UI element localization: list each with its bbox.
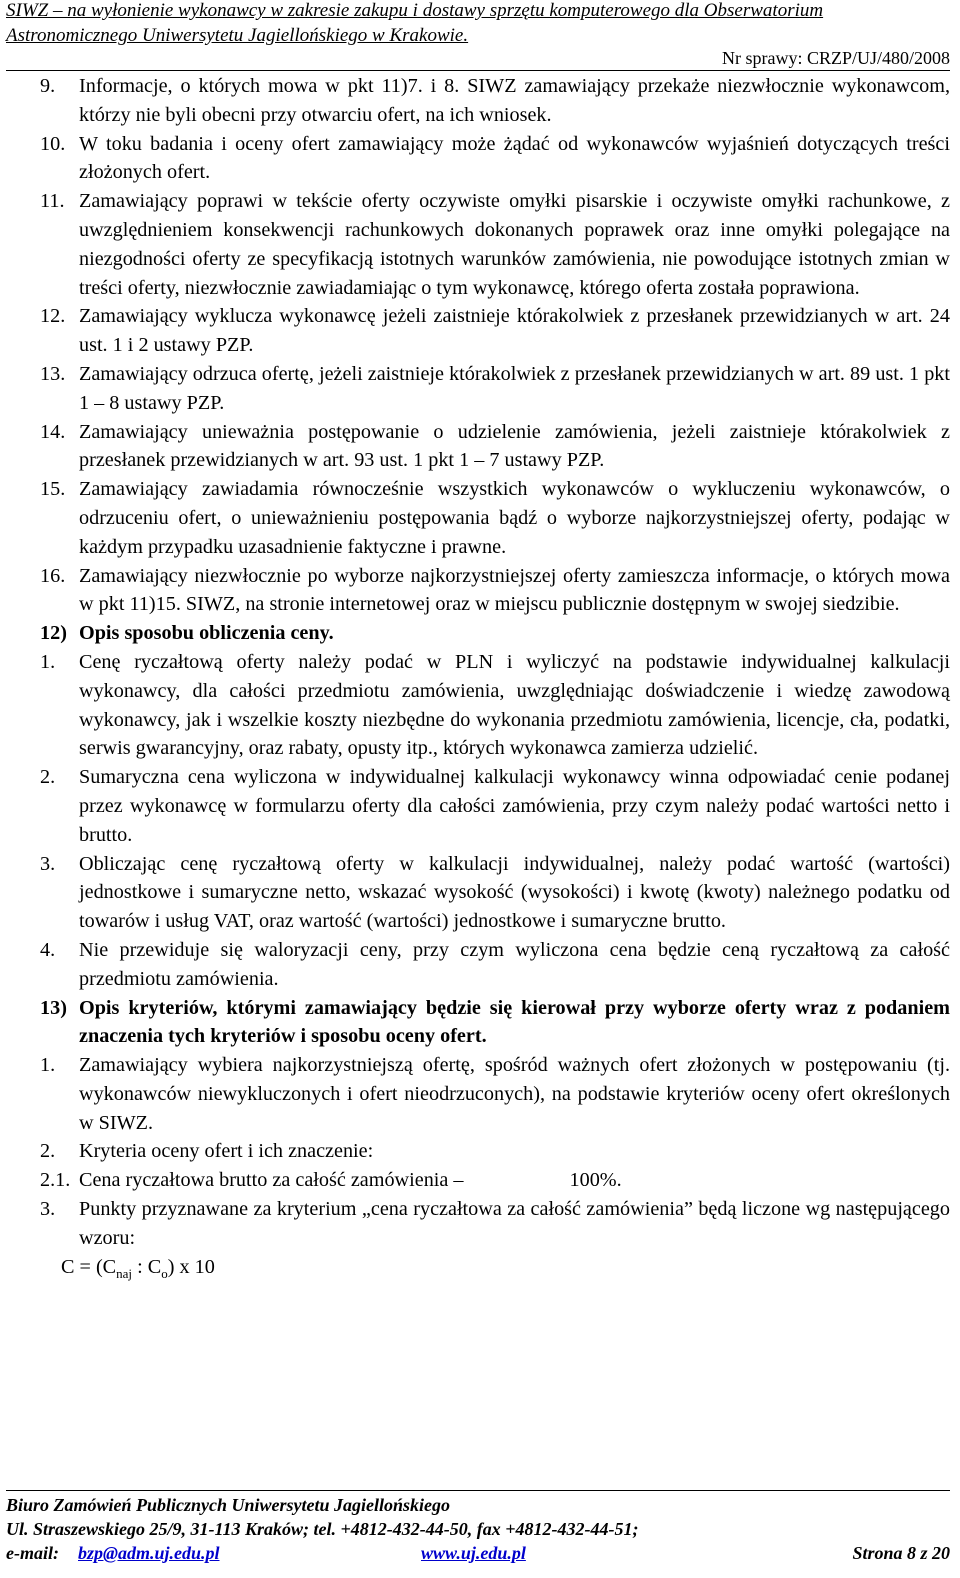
list-item xyxy=(40,360,950,418)
list-price xyxy=(40,648,950,994)
list-item xyxy=(40,1195,950,1253)
list-item xyxy=(40,475,950,561)
list-number: 12. xyxy=(40,305,66,328)
list-number: 15. xyxy=(40,478,66,501)
list-text: Informacje, o których mowa w pkt 11)7. i 8. SIWZ zamawiający przekaże niezwłocznie wykonawcom, którzy nie byli obecni przy otwarciu ofert, na ich wniosek. xyxy=(79,75,950,126)
list-text: Cenę ryczałtową oferty należy podać w PLN i wyliczyć na podstawie indywidualnej kalkulacji wykonawcy, dla całości przedmiotu zamówienia, uwzględniając doświadczenie i wiedzę zawodową wykonawcy, jak i wszelkie koszty niezbędne do wykonania przedmiotu zamówienia, licencje, cła, podatki, serwis gwarancyjny, oraz rabaty, opusty itp., których wykonawca zamierza udzielić. xyxy=(79,650,950,760)
scoring-formula: $C = (C_{naj}$ : $C_o$) x 10 xyxy=(61,1255,215,1281)
list-text: Sumaryczna cena wyliczona w indywidualnej kalkulacji wykonawcy winna odpowiadać cenie podanej przez wykonawcę w formularzu oferty dla całości zamówienia, przy czym należy podać wartości netto i brutto. xyxy=(79,766,950,846)
email-link[interactable]: bzp@adm.uj.edu.pl xyxy=(78,1543,220,1563)
list-number: 1. xyxy=(40,1054,56,1077)
list-number: 11. xyxy=(40,190,65,213)
list-number: 14. xyxy=(40,420,66,443)
list-text: Kryteria oceny ofert i ich znaczenie: xyxy=(79,1140,374,1163)
list-item xyxy=(40,72,950,130)
list-number: 1. xyxy=(40,650,56,673)
list-item xyxy=(40,562,950,620)
list-number: 10. xyxy=(40,132,66,155)
email-label: e-mail: xyxy=(6,1543,59,1563)
list-text: Punkty przyznawane za kryterium „cena ryczałtowa za całość zamówienia” będą liczone wg następującego wzoru: xyxy=(79,1198,950,1249)
list-text: W toku badania i oceny ofert zamawiający może żądać od wykonawców wyjaśnień dotyczących treści złożonych ofert. xyxy=(79,132,950,184)
list-number: 16. xyxy=(40,564,66,587)
list-text: Zamawiający zawiadamia równocześnie wszystkich wykonawców o wykluczeniu wykonawców, o odrzuceniu ofert, o unieważnieniu postępowania bądź o wyborze najkorzystniejszej oferty, podając w każdym przypadku uzasadnienie faktyczne i prawne. xyxy=(79,478,950,558)
list-text: Zamawiający poprawi w tekście oferty oczywiste omyłki pisarskie i oczywiste omyłki rachunkowe, z uwzględnieniem konsekwencji rachunkowych dokonanych poprawek oraz inne omyłki polegające na niezgodności oferty ze specyfikacją istotnych warunków zamówienia, nie powodujące istotnych zmian w treści oferty, niezwłocznie zawiadamiając o tym wykonawcę, którego oferta została poprawiona. xyxy=(79,190,950,299)
footer-divider xyxy=(6,1490,950,1491)
list-number: 2. xyxy=(40,1140,56,1163)
footer-address: Ul. Straszewskiego 25/9, 31-113 Kraków; tel. +4812-432-44-50, fax +4812-432-44-51; xyxy=(6,1519,639,1539)
page-number: Strona 8 z 20 xyxy=(852,1543,950,1563)
list-item xyxy=(40,130,950,188)
case-number: Nr sprawy: CRZP/UJ/480/2008 xyxy=(721,48,950,68)
section-title: Opis kryteriów, którymi zamawiający będzie się kierował przy wyborze oferty wraz z podaniem znaczenia tych kryteriów i sposobu oceny ofert. xyxy=(79,996,950,1048)
list-number: 9. xyxy=(40,75,56,97)
criterion-weight: 100%. xyxy=(569,1169,622,1192)
list-item xyxy=(40,1051,950,1137)
section-number: 12) xyxy=(40,622,67,645)
list-text: Zamawiający niezwłocznie po wyborze najkorzystniejszej oferty zamieszcza informacje, o których mowa w pkt 11)15. SIWZ, na stronie internetowej oraz w miejscu publicznie dostępnym w swojej siedzibie. xyxy=(79,564,950,616)
criterion-text: Cena ryczałtowa brutto za całość zamówienia – xyxy=(79,1169,464,1192)
section-heading-12 xyxy=(40,619,950,648)
list-number: 13. xyxy=(40,362,66,385)
document-body xyxy=(40,72,950,1289)
list-item xyxy=(40,187,950,302)
list-text: Zamawiający unieważnia postępowanie o udzielenie zamówienia, jeżeli zaistnieje którakolwiek z przesłanek przewidzianych w art. 93 ust. 1 pkt 1 – 7 ustawy PZP. xyxy=(79,420,950,472)
header-divider xyxy=(6,70,950,71)
list-item xyxy=(40,763,950,849)
footer-office: Biuro Zamówień Publicznych Uniwersytetu Jagiellońskiego xyxy=(6,1495,451,1515)
list-item xyxy=(40,302,950,360)
criterion-row xyxy=(40,1166,950,1195)
section-title: Opis sposobu obliczenia ceny. xyxy=(79,622,334,645)
list-item xyxy=(40,1137,950,1166)
list-item xyxy=(40,648,950,763)
section-heading-13 xyxy=(40,994,950,1052)
list-procedure xyxy=(40,72,950,619)
section-number: 13) xyxy=(40,996,67,1019)
list-number: 4. xyxy=(40,938,56,961)
list-number: 2. xyxy=(40,766,56,789)
list-item xyxy=(40,418,950,476)
website-link[interactable]: www.uj.edu.pl xyxy=(421,1543,526,1563)
header-title-line2: Astronomicznego Uniwersytetu Jagiellońskiego w Krakowie. xyxy=(6,25,469,46)
list-number: 3. xyxy=(40,1198,56,1221)
list-text: Zamawiający wybiera najkorzystniejszą ofertę, spośród ważnych ofert złożonych w postępowaniu (tj. wykonawców niewykluczonych i ofert nieodrzuconych), na podstawie kryteriów oceny ofert określonych w SIWZ. xyxy=(79,1054,950,1134)
list-item xyxy=(40,936,950,994)
list-text: Nie przewiduje się waloryzacji ceny, przy czym wyliczona cena będzie ceną ryczałtową za całość przedmiotu zamówienia. xyxy=(79,938,950,990)
list-number: 2.1. xyxy=(40,1169,71,1192)
list-item xyxy=(40,850,950,936)
list-text: Obliczając cenę ryczałtową oferty w kalkulacji indywidualnej, należy podać wartość (wartości) jednostkowe i sumaryczne netto, wskazać wysokość (wysokości) i kwotę (kwoty) należnego podatku od towarów i usług VAT, oraz wartość (wartości) jednostkowe i sumaryczne brutto. xyxy=(79,852,950,933)
list-criteria xyxy=(40,1051,950,1166)
list-text: Zamawiający wyklucza wykonawcę jeżeli zaistnieje którakolwiek z przesłanek przewidzianych w art. 24 ust. 1 i 2 ustawy PZP. xyxy=(79,305,950,357)
list-number: 3. xyxy=(40,852,56,875)
header-title-line1: SIWZ – na wyłonienie wykonawcy w zakresie zakupu i dostawy sprzętu komputerowego dla Obserwatorium xyxy=(6,0,824,21)
list-text: Zamawiający odrzuca ofertę, jeżeli zaistnieje którakolwiek z przesłanek przewidzianych w art. 89 ust. 1 pkt 1 – 8 ustawy PZP. xyxy=(79,362,950,414)
